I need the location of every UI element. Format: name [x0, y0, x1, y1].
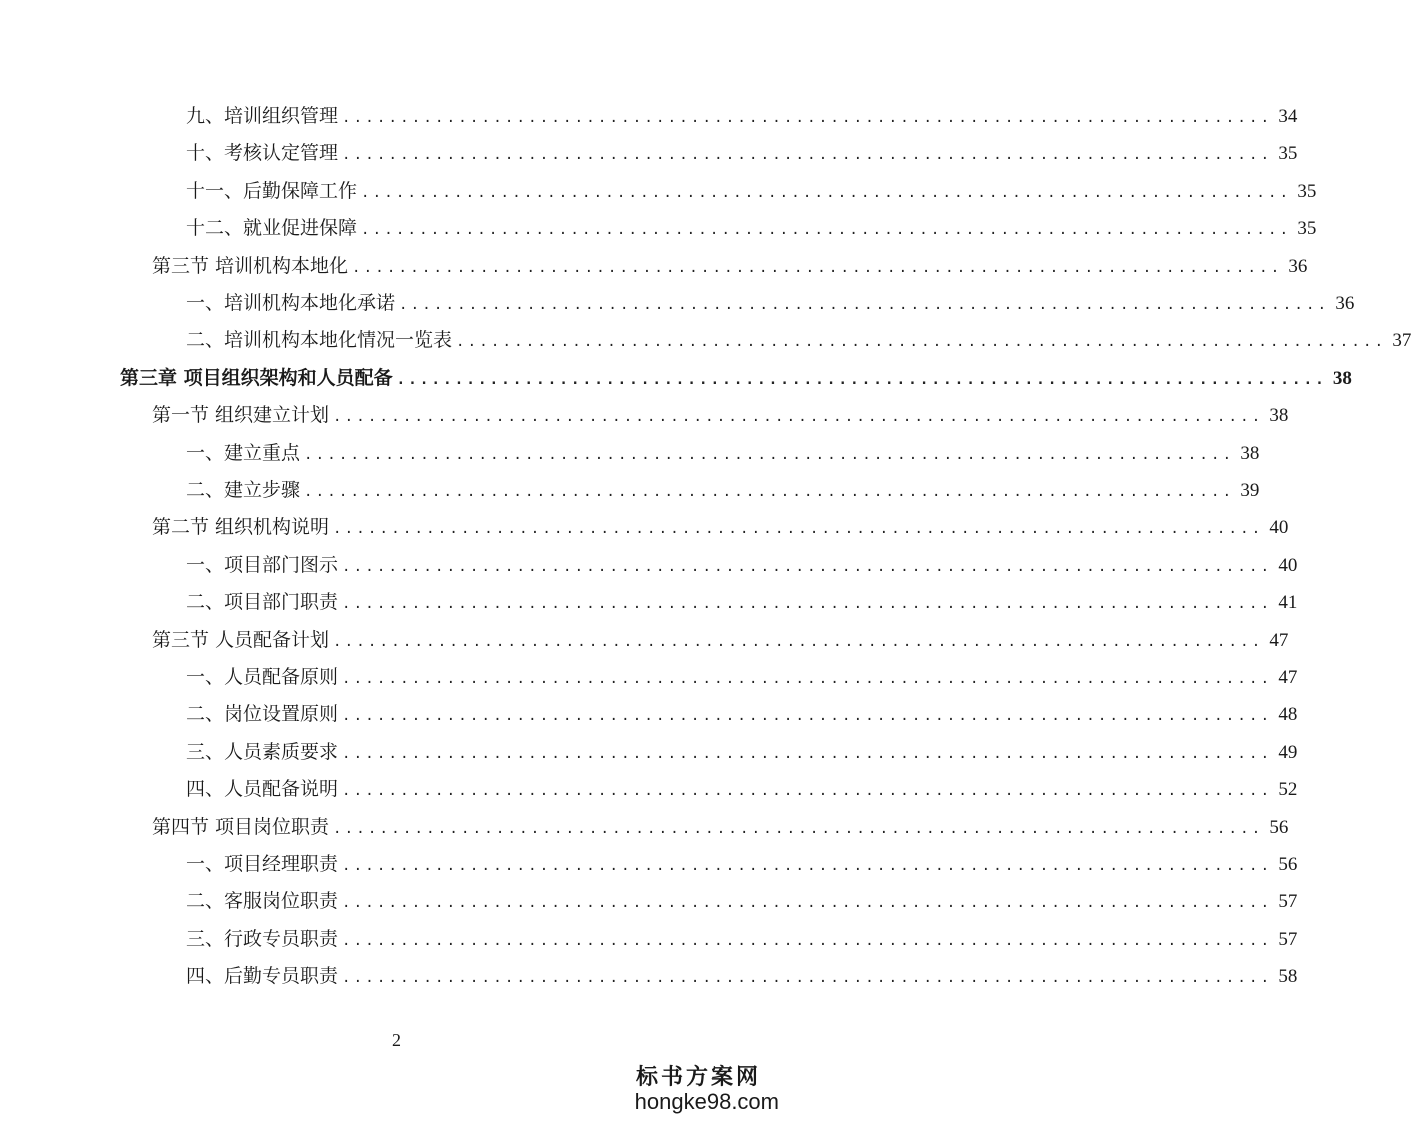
toc-entry-page: 47: [1269, 629, 1289, 651]
toc-entry-page: 38: [1240, 442, 1260, 464]
toc-leader-dots: ................................................................................: [361, 184, 1292, 201]
toc-leader-dots: ................................................................................: [333, 409, 1264, 426]
toc-entry-page: 47: [1278, 667, 1298, 688]
toc-leader-dots: ................................................................................: [333, 820, 1264, 837]
toc-entry-page: 38: [1332, 367, 1352, 389]
toc-entry-label: 九、培训组织管理: [186, 105, 339, 127]
toc-leader-dots: ................................................................................: [304, 446, 1235, 463]
toc-entry-label: 三、行政专员职责: [186, 927, 339, 950]
toc-entry-label: 第一节 组织建立计划: [152, 404, 330, 427]
toc-entry-page: 56: [1269, 816, 1289, 838]
toc-entry-page: 56: [1278, 854, 1298, 875]
toc-entry-page: 40: [1269, 517, 1289, 539]
toc-entry-page: 49: [1278, 741, 1298, 763]
toc-section-entry[interactable]: [152, 512, 1289, 542]
toc-item-entry[interactable]: [186, 924, 1298, 954]
toc-entry-label: 四、后勤专员职责: [186, 965, 339, 988]
toc-entry-page: 38: [1269, 405, 1289, 427]
toc-entry-label: 第四节 项目岗位职责: [152, 815, 330, 838]
watermark-url: hongke98.com: [634, 1089, 779, 1114]
toc-item-entry[interactable]: [186, 774, 1298, 804]
toc-leader-dots: ................................................................................: [342, 858, 1273, 874]
toc-item-entry[interactable]: [186, 587, 1298, 617]
watermark: [635, 1064, 779, 1114]
toc-entry-label: 一、项目部门图示: [186, 553, 339, 576]
toc-item-entry[interactable]: [186, 550, 1298, 580]
toc-item-entry[interactable]: [186, 886, 1298, 916]
toc-entry-page: 35: [1297, 218, 1317, 240]
toc-entry-page: 52: [1278, 779, 1298, 801]
toc-leader-dots: ................................................................................: [456, 334, 1387, 351]
toc-leader-dots: ................................................................................: [396, 371, 1327, 388]
toc-entry-label: 第三节 培训机构本地化: [152, 254, 349, 277]
toc-entry-page: 57: [1278, 891, 1298, 913]
toc-entry-page: 36: [1335, 293, 1355, 314]
toc-leader-dots: ................................................................................: [342, 671, 1273, 687]
watermark-title: 标书方案网: [635, 1064, 761, 1090]
toc-section-entry[interactable]: [152, 812, 1289, 842]
toc-entry-page: 35: [1278, 143, 1298, 165]
toc-item-entry[interactable]: [186, 288, 1355, 318]
page-number: 2: [392, 1030, 401, 1050]
toc-entry-label: 十二、就业促进保障: [186, 217, 358, 240]
toc-item-entry[interactable]: [186, 138, 1298, 168]
toc-item-entry[interactable]: [186, 699, 1298, 729]
toc-section-entry[interactable]: [152, 251, 1308, 281]
toc-entry-label: 十、考核认定管理: [186, 142, 339, 165]
toc-section-entry[interactable]: [152, 400, 1289, 430]
toc-leader-dots: ................................................................................: [342, 783, 1273, 800]
toc-entry-page: 58: [1278, 966, 1298, 988]
toc-item-entry[interactable]: [186, 662, 1298, 692]
toc-entry-label: 一、培训机构本地化承诺: [186, 292, 396, 314]
toc-leader-dots: ................................................................................: [342, 745, 1273, 762]
toc-leader-dots: ................................................................................: [342, 708, 1273, 725]
toc-leader-dots: ................................................................................: [342, 895, 1273, 912]
toc-leader-dots: ................................................................................: [342, 596, 1273, 613]
toc-entry-page: 39: [1240, 480, 1260, 501]
toc-entry-page: 37: [1392, 330, 1411, 352]
toc-entry-label: 三、人员素质要求: [186, 740, 339, 763]
toc-entry-label: 二、岗位设置原则: [186, 703, 339, 726]
toc-leader-dots: ................................................................................: [352, 259, 1283, 276]
toc-leader-dots: ................................................................................: [333, 521, 1264, 538]
toc-leader-dots: ................................................................................: [342, 110, 1273, 126]
toc-item-entry[interactable]: [186, 475, 1260, 505]
toc-entry-label: 四、人员配备说明: [186, 778, 339, 801]
toc-section-entry[interactable]: [152, 625, 1289, 655]
toc-leader-dots: ................................................................................: [399, 297, 1330, 313]
toc-entry-page: 36: [1288, 255, 1308, 277]
toc-entry-page: 57: [1278, 928, 1298, 950]
toc-entry-label: 二、客服岗位职责: [186, 890, 339, 913]
toc-item-entry[interactable]: [186, 438, 1260, 468]
toc-entry-page: 40: [1278, 554, 1298, 576]
toc-entry-label: 二、培训机构本地化情况一览表: [186, 329, 453, 352]
toc-entry-label: 二、建立步骤: [186, 479, 301, 501]
toc-item-entry[interactable]: [186, 737, 1298, 767]
toc-leader-dots: ................................................................................: [333, 633, 1264, 650]
toc-item-entry[interactable]: [186, 176, 1317, 206]
toc-entry-page: 48: [1278, 704, 1298, 726]
toc-entry-label: 第二节 组织机构说明: [152, 516, 330, 539]
toc-entry-page: 35: [1297, 180, 1317, 202]
toc-item-entry[interactable]: [186, 961, 1298, 991]
toc-leader-dots: ................................................................................: [361, 222, 1292, 239]
toc-entry-label: 第三节 人员配备计划: [152, 628, 330, 651]
toc-entry-label: 二、项目部门职责: [186, 591, 339, 614]
toc-entry-label: 一、人员配备原则: [186, 666, 339, 688]
toc-entry-label: 十一、后勤保障工作: [186, 179, 358, 202]
toc-entry-label: 一、建立重点: [186, 441, 301, 464]
toc-item-entry[interactable]: [186, 849, 1298, 879]
toc-leader-dots: ................................................................................: [342, 147, 1273, 164]
toc-entry-label: 一、项目经理职责: [186, 853, 339, 875]
toc-entry-page: 34: [1278, 106, 1298, 127]
toc-leader-dots: ................................................................................: [304, 484, 1235, 500]
toc-item-entry[interactable]: [186, 101, 1298, 131]
toc-leader-dots: ................................................................................: [342, 970, 1273, 987]
toc-entry-page: 41: [1278, 592, 1298, 614]
toc-item-entry[interactable]: [186, 325, 1411, 355]
toc-leader-dots: ................................................................................: [342, 932, 1273, 949]
toc-entry-label: 第三章 项目组织架构和人员配备: [120, 366, 393, 389]
toc-item-entry[interactable]: [186, 213, 1317, 243]
toc-chapter-entry[interactable]: [120, 363, 1352, 393]
toc-leader-dots: ................................................................................: [342, 558, 1273, 575]
